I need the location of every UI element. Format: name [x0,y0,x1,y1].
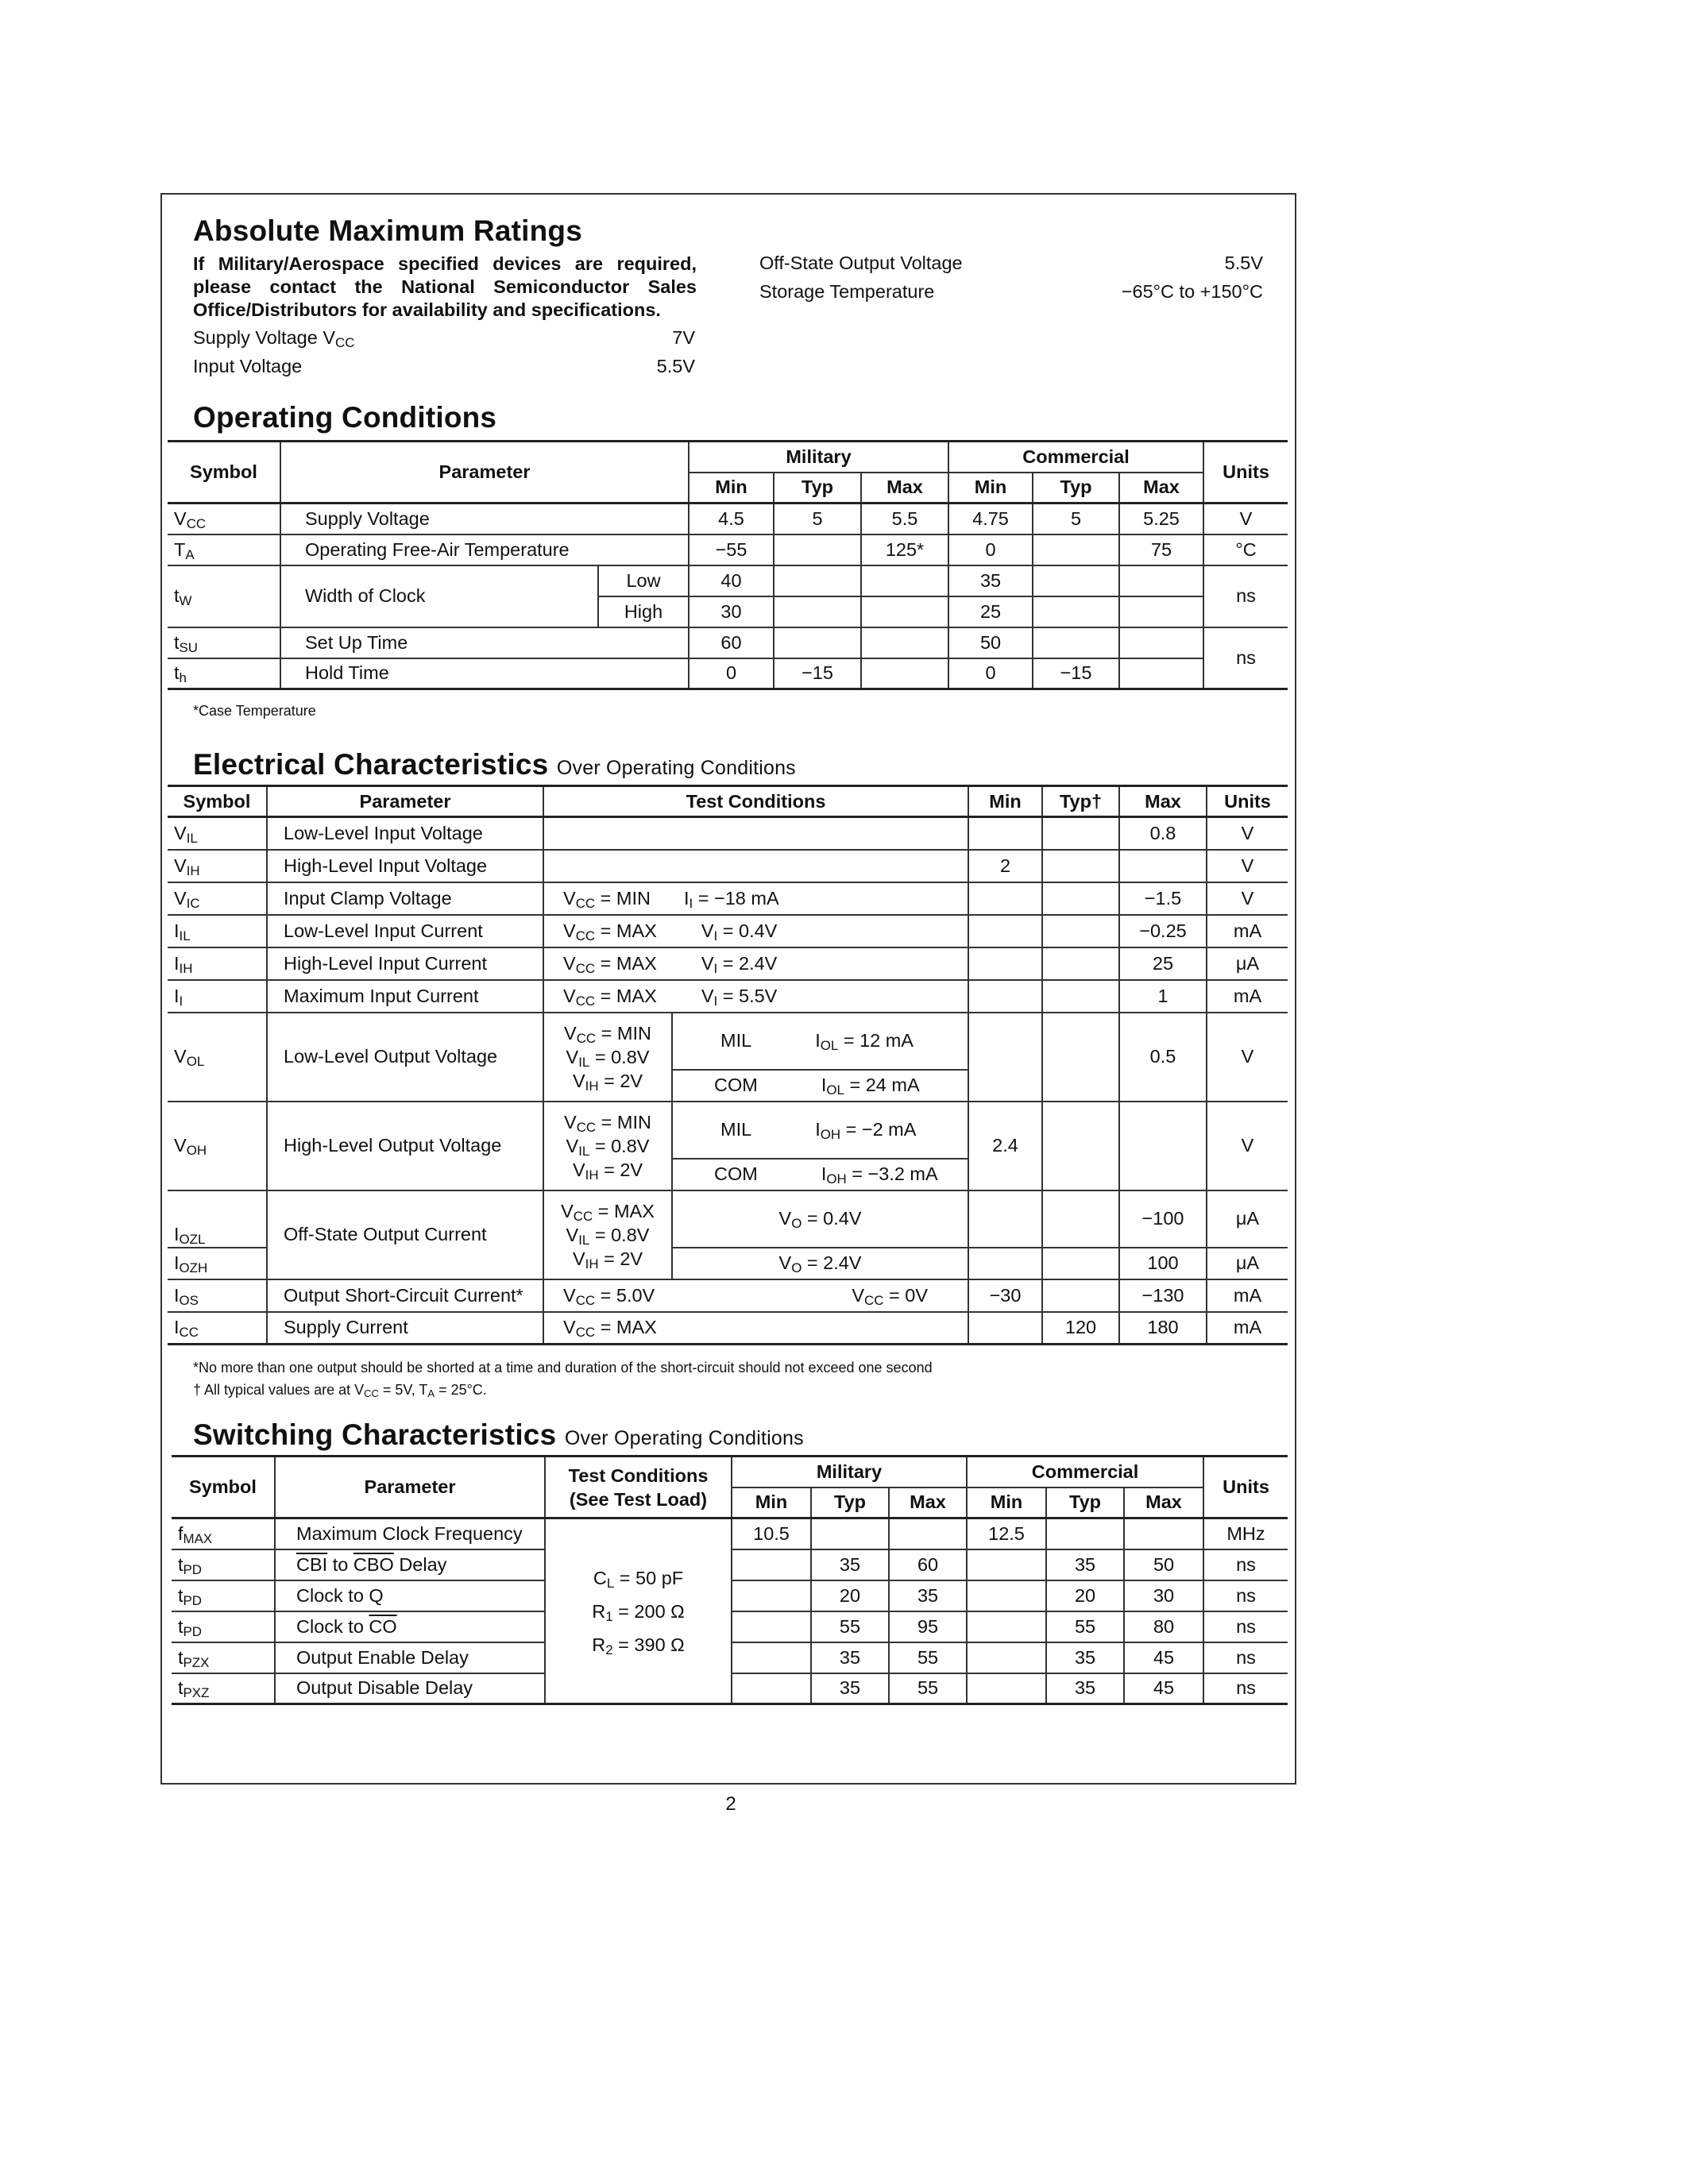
amr-note: If Military/Aerospace specified devices are required, please contact the National Semiconductor Sales Office/Distributors for availability and specifications. [193,253,697,320]
sc-test-load: $C_L = 50$ pF $R_1 = 200$ Ω $R_2 = 390$ Ω [545,1518,732,1704]
oc-header-typ: Typ [1033,473,1119,504]
page-number: 2 [725,1793,736,1815]
ec-row-iozl: $I_{OZL}$ Off-State Output Current $V_{CC}$ = MAX $V_{IL} = 0.8V$ $V_{IH} = 2V$ $V_O = 0.4V$ −100 μA [168,1190,1288,1248]
ec-row-iih: $I_{IH}$ High-Level Input Current $V_{CC}$ = MAX $V_I = 2.4V$ 25 μA [168,947,1288,980]
oc-row-vcc: $V_{CC}$ Supply Voltage 4.5 5 5.5 4.75 5 5.25 V [168,504,1288,534]
ec-header-test-conditions: Test Conditions [543,786,968,817]
ec-row-vil: $V_{IL}$ Low-Level Input Voltage 0.8 V [168,817,1288,850]
sc-header-typ: Typ [811,1488,889,1518]
sc-header-typ: Typ [1046,1488,1124,1518]
sc-header-symbol: Symbol [172,1457,275,1518]
oc-header-units: Units [1203,442,1288,504]
ec-row-iozh: $I_{OZH}$ $V_O = 2.4V$ 100 μA [168,1248,1288,1279]
sc-header-military: Military [732,1457,967,1488]
switching-characteristics-table [172,1455,1288,1705]
oc-footnote: *Case Temperature [193,703,316,719]
oc-header-min: Min [689,473,774,504]
ec-header-max: Max [1119,786,1207,817]
sc-header-test-conditions: Test Conditions (See Test Load) [545,1457,732,1518]
ec-header-min: Min [968,786,1042,817]
oc-title: Operating Conditions [193,401,497,434]
ec-footnote-2: † All typical values are at $V_{CC} = 5V$, $T_A = 25^\circ C$. [193,1382,487,1400]
oc-header-min: Min [948,473,1033,504]
sc-header-parameter: Parameter [275,1457,545,1518]
amr-title: Absolute Maximum Ratings [193,214,582,247]
sc-title: Switching Characteristics Over Operating Conditions [193,1418,804,1451]
ec-header-parameter: Parameter [267,786,543,817]
sc-header-min: Min [967,1488,1046,1518]
oc-row-ta: $T_A$ Operating Free-Air Temperature −55 125* 0 75 °C [168,534,1288,565]
oc-row-tsu: $t_{SU}$ Set Up Time 60 50 ns [168,627,1288,658]
oc-row-th: $t_h$ Hold Time 0 −15 0 −15 [168,658,1288,689]
amr-input-voltage: Input Voltage 5.5V [193,356,695,376]
oc-header-parameter: Parameter [280,442,689,504]
oc-header-max: Max [861,473,948,504]
oc-row-tw-low: $t_W$ Width of Clock Low 40 35 ns [168,565,1288,596]
ec-row-vic: $V_{IC}$ Input Clamp Voltage $V_{CC}$ = MIN $I_I = -18$ mA −1.5 V [168,882,1288,915]
ec-row-ios: $I_{OS}$ Output Short-Circuit Current* $V_{CC} = 5.0V$ $V_{CC} = 0V$ −30 −130 mA [168,1279,1288,1312]
sc-header-units: Units [1203,1457,1288,1518]
ec-row-vih: $V_{IH}$ High-Level Input Voltage 2 V [168,850,1288,882]
sc-row-tpxz: $t_{PXZ}$ Output Disable Delay 35 55 35 45 ns [172,1673,1288,1704]
ec-subtitle: Over Operating Conditions [556,757,796,779]
ec-row-voh: $V_{OH}$ High-Level Output Voltage $V_{CC}$ = MIN $V_{IL} = 0.8V$ $V_{IH} = 2V$ MIL $I_{OH} = -2$ mA 2.4 V [168,1102,1288,1159]
ec-header-units: Units [1207,786,1288,817]
ec-row-voh-com: COM $I_{OH} = -3.2$ mA [168,1159,1288,1190]
sc-row-tpd-clock-co: $t_{PD}$ Clock to $\overline{CO}$ 55 95 55 80 ns [172,1611,1288,1642]
operating-conditions-table [168,440,1288,690]
sc-subtitle: Over Operating Conditions [564,1427,804,1449]
sc-header-max: Max [1124,1488,1203,1518]
sc-row-tpd-clock-q: $t_{PD}$ Clock to Q 20 35 20 30 ns [172,1580,1288,1611]
electrical-characteristics-table [168,785,1288,1345]
ec-row-vol-com: COM $I_{OL} = 24$ mA [168,1070,1288,1102]
oc-row-tw-high: High 30 25 [168,596,1288,627]
ec-header-symbol: Symbol [183,790,251,812]
ec-footnote-1: *No more than one output should be shorted at a time and duration of the short-circuit should not exceed one second [193,1360,933,1376]
ec-row-icc: $I_{CC}$ Supply Current $V_{CC}$ = MAX 120 180 mA [168,1312,1288,1345]
oc-header-typ: Typ [774,473,861,504]
oc-header-symbol: Symbol [168,442,280,504]
ec-header-typ: Typ† [1042,786,1119,817]
oc-header-max: Max [1119,473,1203,504]
sc-header-min: Min [732,1488,811,1518]
sc-header-commercial: Commercial [967,1457,1203,1488]
oc-header-commercial: Commercial [948,442,1203,473]
amr-supply-voltage: Supply Voltage $V_{CC}$ 7V [193,327,695,351]
sc-header-max: Max [889,1488,967,1518]
amr-storage-temperature: Storage Temperature −65°C to +150°C [759,281,1263,302]
sc-row-tpzx: $t_{PZX}$ Output Enable Delay 35 55 35 45 ns [172,1642,1288,1673]
oc-header-military: Military [689,442,948,473]
sc-row-tpd-cbi-cbo: $t_{PD}$ $\overline{CBI}$ to $\overline{CBO}$ Delay 35 60 35 50 ns [172,1549,1288,1580]
ec-row-vol: $V_{OL}$ Low-Level Output Voltage $V_{CC}$ = MIN $V_{IL} = 0.8V$ $V_{IH} = 2V$ MIL $I_{OL} = 12$ mA 0.5 V [168,1013,1288,1070]
ec-row-ii: $I_I$ Maximum Input Current $V_{CC}$ = MAX $V_I = 5.5V$ 1 mA [168,980,1288,1013]
ec-row-iil: $I_{IL}$ Low-Level Input Current $V_{CC}$ = MAX $V_I = 0.4V$ −0.25 mA [168,915,1288,947]
amr-offstate-voltage: Off-State Output Voltage 5.5V [759,253,1263,273]
ec-title: Electrical Characteristics Over Operating Conditions [193,748,796,781]
sc-row-fmax: $f_{MAX}$ Maximum Clock Frequency $C_L = 50$ pF $R_1 = 200$ Ω $R_2 = 390$ Ω 10.5 12.5 MHz [172,1518,1288,1549]
